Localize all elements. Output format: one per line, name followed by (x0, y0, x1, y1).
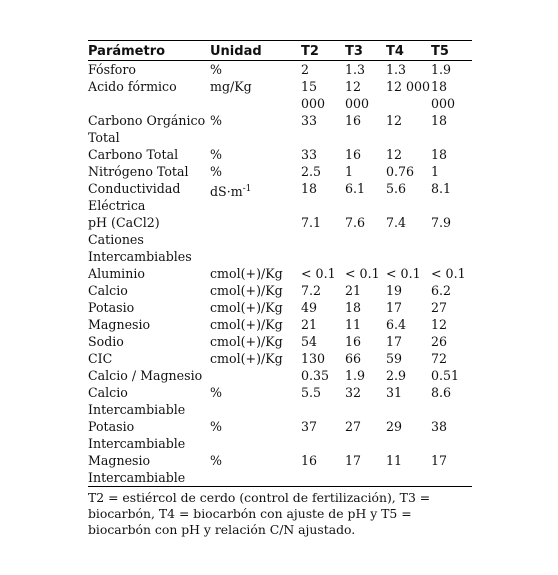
t3-cell: 1.9 (345, 368, 366, 383)
t2-cell: 15 000 (301, 79, 326, 111)
param-cell: Carbono Orgánico Total (88, 113, 206, 145)
t5-cell: 26 (431, 334, 448, 349)
unit-cell: % (210, 385, 222, 400)
t3-cell: 1 (345, 164, 354, 179)
t4-cell: 0.76 (386, 164, 415, 179)
param-cell: CIC (88, 351, 113, 366)
table-row (88, 350, 472, 367)
unit-cell: cmol(+)/Kg (210, 334, 283, 349)
t5-cell: 8.1 (431, 181, 452, 196)
table-row (88, 61, 472, 79)
param-cell: Conductividad Eléctrica (88, 181, 181, 213)
t5-cell: 18 000 (431, 79, 456, 111)
t4-cell: 11 (386, 453, 403, 468)
t3-cell: 1.3 (345, 62, 366, 77)
t2-cell: 18 (301, 181, 318, 196)
unit-cell: % (210, 113, 222, 128)
param-cell: pH (CaCl2) (88, 215, 160, 230)
t3-cell: 18 (345, 300, 362, 315)
param-cell: Potasio (88, 300, 135, 315)
document-page (88, 40, 472, 538)
t4-cell: 12 (386, 147, 403, 162)
t4-cell: 6.4 (386, 317, 407, 332)
t5-cell: 18 (431, 147, 448, 162)
unit-cell: cmol(+)/Kg (210, 300, 283, 315)
table-row (88, 452, 472, 487)
t5-cell: 18 (431, 113, 448, 128)
param-cell: Fósforo (88, 62, 136, 77)
t3-cell: 27 (345, 419, 362, 434)
table-row (88, 214, 472, 231)
unit-cell (210, 231, 301, 265)
t4-cell (386, 231, 431, 265)
unit-cell: cmol(+)/Kg (210, 283, 283, 298)
t3-cell: 32 (345, 385, 362, 400)
unit-base: dS·m (210, 184, 243, 199)
table-row (88, 231, 472, 265)
t4-cell: 59 (386, 351, 403, 366)
unit-cell (210, 367, 301, 384)
t3-cell: 66 (345, 351, 362, 366)
table-row (88, 146, 472, 163)
t2-cell: 21 (301, 317, 318, 332)
t3-cell: 6.1 (345, 181, 366, 196)
t4-cell: 19 (386, 283, 403, 298)
param-cell: Nitrógeno Total (88, 164, 189, 179)
table-header-row (88, 41, 472, 61)
param-cell: Calcio / Magnesio (88, 368, 203, 383)
table-row (88, 316, 472, 333)
unit-cell: % (210, 164, 222, 179)
t2-cell: 33 (301, 147, 318, 162)
param-cell: Sodio (88, 334, 124, 349)
t2-cell: 130 (301, 351, 326, 366)
t4-cell: 31 (386, 385, 403, 400)
t3-cell: 21 (345, 283, 362, 298)
header-t5: T5 (431, 44, 449, 59)
param-cell: Aluminio (88, 266, 145, 281)
table-row (88, 163, 472, 180)
t4-cell: 17 (386, 334, 403, 349)
table-row (88, 384, 472, 418)
param-cell: Carbono Total (88, 147, 179, 162)
t4-cell: 29 (386, 419, 403, 434)
t3-cell (345, 231, 386, 265)
table-row (88, 265, 472, 282)
t3-cell: 16 (345, 334, 362, 349)
t5-cell: 1.9 (431, 62, 452, 77)
t5-cell: 6.2 (431, 283, 452, 298)
unit-cell: cmol(+)/Kg (210, 317, 283, 332)
t4-cell: 2.9 (386, 368, 407, 383)
unit-cell: mg/Kg (210, 79, 252, 94)
t2-cell: 7.2 (301, 283, 322, 298)
unit-cell: % (210, 419, 222, 434)
unit-cell: % (210, 453, 222, 468)
header-unidad: Unidad (210, 44, 262, 59)
header-t3: T3 (345, 44, 363, 59)
t4-cell: < 0.1 (386, 266, 421, 281)
header-parametro: Parámetro (88, 44, 166, 59)
t2-cell: 5.5 (301, 385, 322, 400)
header-t2: T2 (301, 44, 319, 59)
t4-cell: 7.4 (386, 215, 407, 230)
table-row (88, 333, 472, 350)
t2-cell: 33 (301, 113, 318, 128)
unit-cell: % (210, 147, 222, 162)
t5-cell (431, 231, 472, 265)
t2-cell: 0.35 (301, 368, 330, 383)
table-footnote: T2 = estiércol de cerdo (control de fertilización), T3 = biocarbón, T4 = biocarbón con ajuste de pH y T5 = biocarbón con pH y relación C/N ajustado. (88, 490, 431, 537)
t5-cell: 38 (431, 419, 448, 434)
unit-cell: cmol(+)/Kg (210, 266, 283, 281)
param-cell: Potasio Intercambiable (88, 419, 186, 451)
t2-cell: 37 (301, 419, 318, 434)
t2-cell (301, 231, 345, 265)
t4-cell: 12 000 (386, 79, 431, 94)
t5-cell: 0.51 (431, 368, 460, 383)
unit-cell (210, 214, 301, 231)
param-cell: Cationes Intercambiables (88, 232, 192, 264)
t2-cell: 2.5 (301, 164, 322, 179)
unit-cell (210, 180, 301, 214)
table-row (88, 180, 472, 214)
param-cell: Acido fórmico (88, 79, 177, 94)
t5-cell: 27 (431, 300, 448, 315)
table-row (88, 418, 472, 452)
t2-cell: 7.1 (301, 215, 322, 230)
param-cell: Calcio (88, 283, 128, 298)
table-row (88, 299, 472, 316)
parameters-table (88, 40, 472, 487)
header-t4: T4 (386, 44, 404, 59)
t2-cell: 49 (301, 300, 318, 315)
param-cell: Magnesio Intercambiable (88, 453, 186, 485)
unit-superscript: -1 (242, 183, 252, 194)
t3-cell: 11 (345, 317, 362, 332)
t2-cell: 54 (301, 334, 318, 349)
t2-cell: 2 (301, 62, 310, 77)
t3-cell: 16 (345, 147, 362, 162)
t5-cell: 7.9 (431, 215, 452, 230)
unit-cell: % (210, 62, 222, 77)
t5-cell: 72 (431, 351, 448, 366)
t3-cell: 17 (345, 453, 362, 468)
t4-cell: 12 (386, 113, 403, 128)
t3-cell: 7.6 (345, 215, 366, 230)
t5-cell: 1 (431, 164, 440, 179)
t3-cell: < 0.1 (345, 266, 380, 281)
t2-cell: < 0.1 (301, 266, 336, 281)
table-row (88, 78, 472, 112)
t5-cell: 17 (431, 453, 448, 468)
unit-cell: cmol(+)/Kg (210, 351, 283, 366)
t5-cell: < 0.1 (431, 266, 466, 281)
t3-cell: 12 000 (345, 79, 370, 111)
t5-cell: 8.6 (431, 385, 452, 400)
table-row (88, 367, 472, 384)
table-row (88, 282, 472, 299)
t3-cell: 16 (345, 113, 362, 128)
t4-cell: 17 (386, 300, 403, 315)
param-cell: Magnesio (88, 317, 151, 332)
t4-cell: 1.3 (386, 62, 407, 77)
table-row (88, 112, 472, 146)
unit-ds-m (210, 180, 251, 200)
param-cell: Calcio Intercambiable (88, 385, 186, 417)
t5-cell: 12 (431, 317, 448, 332)
t2-cell: 16 (301, 453, 318, 468)
t4-cell: 5.6 (386, 181, 407, 196)
